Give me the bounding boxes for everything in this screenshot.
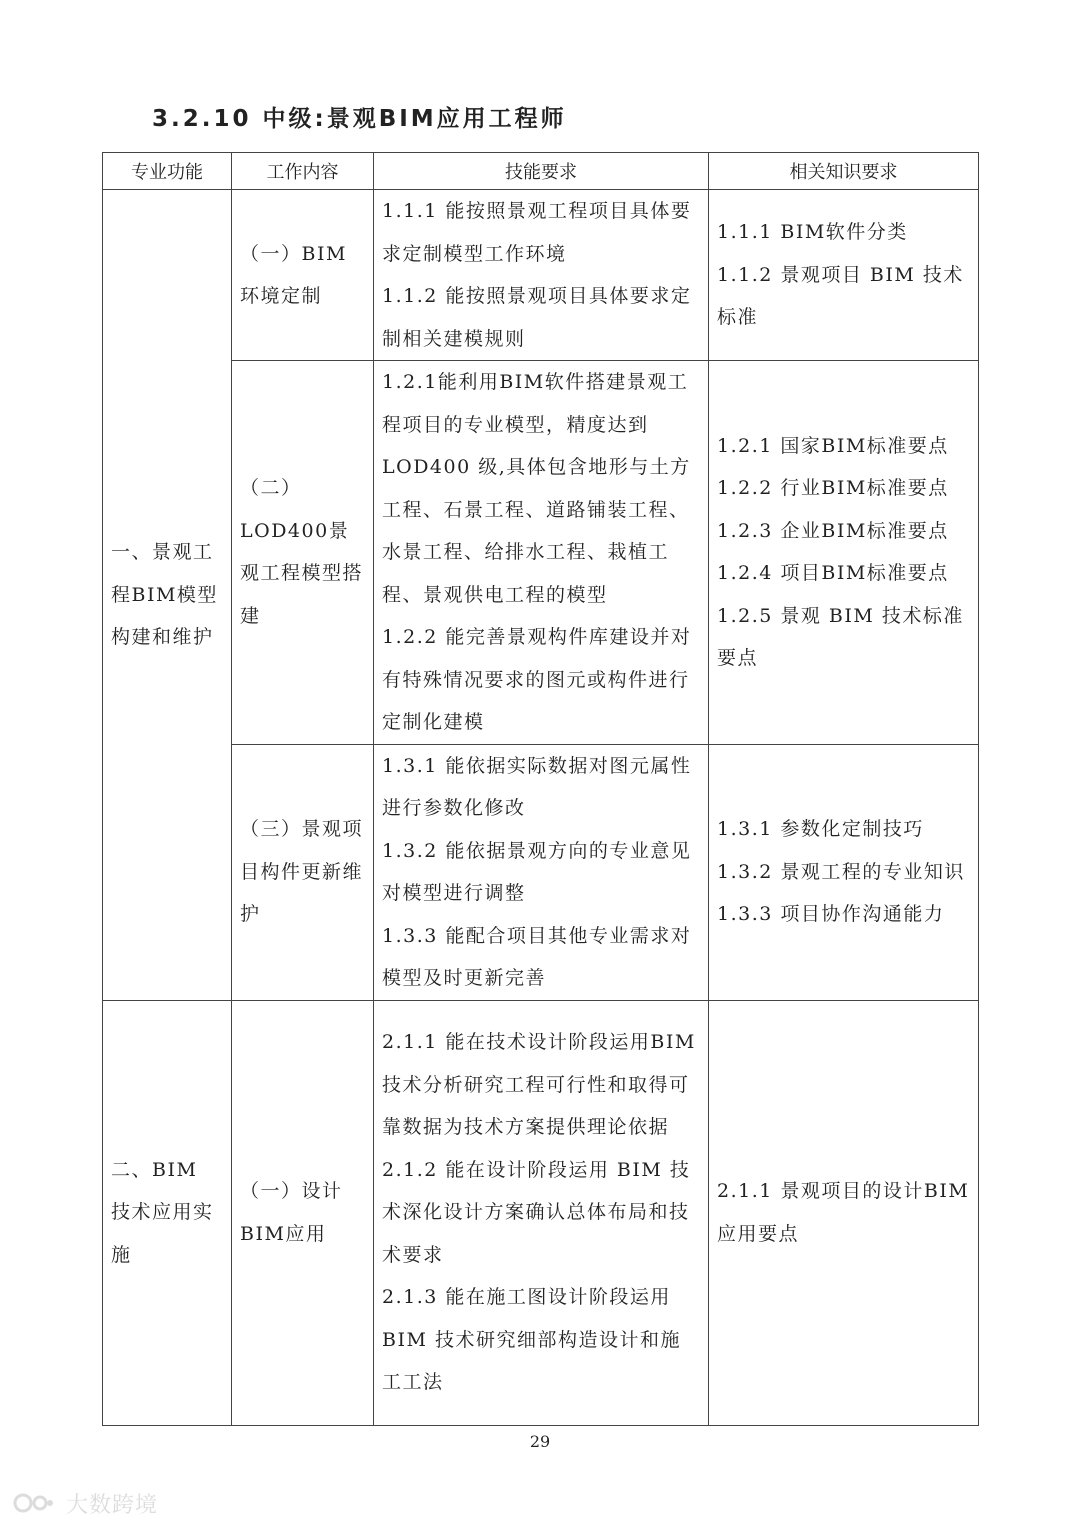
knowledge-cell — [709, 1000, 979, 1425]
knowledge-item: 1.3.3 项目协作沟通能力 — [717, 903, 945, 926]
table-row — [103, 744, 979, 1000]
skill-cell — [374, 361, 709, 745]
table-row — [103, 190, 979, 361]
work-content-cell: （一）BIM环境定制 — [232, 190, 374, 361]
header-function: 专业功能 — [103, 153, 232, 190]
work-content-cell: （二）LOD400景观工程模型搭建 — [232, 361, 374, 745]
knowledge-item: 1.2.1 国家BIM标准要点 — [717, 434, 949, 457]
header-knowledge-requirements: 相关知识要求 — [709, 153, 979, 190]
skill-item: 1.2.2 能完善景观构件库建设并对有特殊情况要求的图元或构件进行定制化建模 — [382, 626, 692, 733]
function-cell: 一、景观工程BIM模型构建和维护 — [103, 190, 232, 1001]
page-number: 29 — [529, 1432, 551, 1451]
skill-item: 2.1.1 能在技术设计阶段运用BIM技术分析研究工程可行性和取得可靠数据为技术方案提供理论依据 — [382, 1031, 696, 1139]
skill-item: 2.1.2 能在设计阶段运用 BIM 技术深化设计方案确认总体布局和技术要求 — [382, 1158, 691, 1266]
knowledge-cell — [709, 190, 979, 361]
skill-item: 1.3.1 能依据实际数据对图元属性进行参数化修改 — [382, 754, 692, 819]
work-content-cell: （三）景观项目构件更新维护 — [232, 744, 374, 1000]
work-content-cell: （一）设计BIM应用 — [232, 1000, 374, 1425]
skill-item: 1.3.2 能依据景观方向的专业意见对模型进行调整 — [382, 839, 692, 904]
knowledge-item: 1.1.1 BIM软件分类 — [717, 221, 908, 244]
knowledge-cell — [709, 361, 979, 745]
skill-cell — [374, 190, 709, 361]
standards-table — [102, 152, 979, 1426]
skill-item: 1.1.2 能按照景观项目具体要求定制相关建模规则 — [382, 285, 692, 350]
knowledge-item: 1.2.3 企业BIM标准要点 — [717, 519, 949, 542]
table-row — [103, 361, 979, 745]
skill-cell — [374, 1000, 709, 1425]
header-skill-requirements: 技能要求 — [374, 153, 709, 190]
table-row — [103, 1000, 979, 1425]
skill-cell — [374, 744, 709, 1000]
knowledge-item: 1.3.1 参数化定制技巧 — [717, 818, 924, 841]
watermark-text: 大数跨境 — [66, 1493, 159, 1518]
table-header-row — [103, 153, 979, 190]
knowledge-item: 1.2.2 行业BIM标准要点 — [717, 477, 949, 500]
knowledge-item: 1.3.2 景观工程的专业知识 — [717, 860, 965, 883]
watermark-logo-icon — [12, 1492, 54, 1520]
skill-item: 1.3.3 能配合项目其他专业需求对模型及时更新完善 — [382, 924, 692, 989]
skill-item: 1.1.1 能按照景观工程项目具体要求定制模型工作环境 — [382, 200, 692, 265]
knowledge-item: 1.1.2 景观项目 BIM 技术标准 — [717, 263, 964, 329]
skill-item: 1.2.1能利用BIM软件搭建景观工程项目的专业模型，精度达到LOD400 级,具体包含地形与土方工程、石景工程、道路铺装工程、水景工程、给排水工程、栽植工程、景观供电工程的模型 — [382, 371, 691, 606]
watermark — [12, 1488, 158, 1520]
knowledge-cell — [709, 744, 979, 1000]
skill-item: 2.1.3 能在施工图设计阶段运用BIM 技术研究细部构造设计和施工工法 — [382, 1286, 681, 1394]
header-work-content: 工作内容 — [232, 153, 374, 190]
knowledge-item: 2.1.1 景观项目的设计BIM应用要点 — [717, 1180, 970, 1245]
knowledge-item: 1.2.5 景观 BIM 技术标准要点 — [717, 604, 964, 670]
function-cell: 二、BIM 技术应用实施 — [103, 1000, 232, 1425]
section-title: 3.2.10 中级:景观BIM应用工程师 — [152, 106, 567, 132]
knowledge-item: 1.2.4 项目BIM标准要点 — [717, 562, 949, 585]
